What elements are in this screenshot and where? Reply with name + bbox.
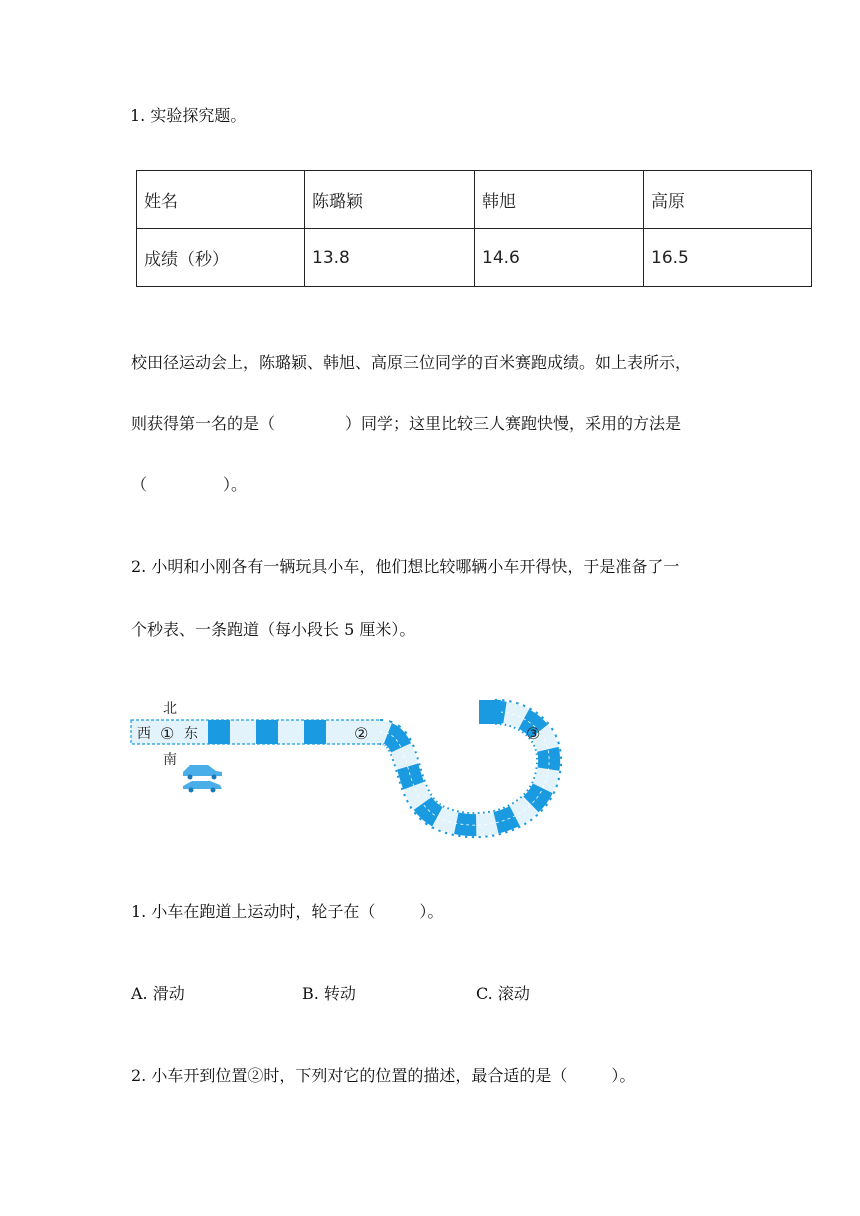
table-cell: 韩旭 <box>475 171 644 229</box>
curved-track <box>380 700 549 825</box>
question-1-paragraph-line-1: 校田径运动会上，陈璐颖、韩旭、高原三位同学的百米赛跑成绩。如上表所示， <box>131 353 692 372</box>
south-label: 南 <box>163 752 177 768</box>
table-cell: 13.8 <box>305 229 475 287</box>
table-cell: 16.5 <box>644 229 812 287</box>
option-b[interactable]: B. 转动 <box>302 984 356 1003</box>
text-segment: 则获得第一名的是（ <box>131 414 276 433</box>
position-2-marker: ② <box>354 724 369 743</box>
text-segment: ）。 <box>419 902 444 921</box>
east-label: 东 <box>184 726 198 742</box>
position-3-marker: ③ <box>526 724 541 743</box>
table-cell: 姓名 <box>137 171 305 229</box>
table-cell: 成绩（秒） <box>137 229 305 287</box>
west-label: 西 <box>137 726 151 742</box>
text-segment: ）。 <box>611 1066 636 1085</box>
text-segment: ）。 <box>223 475 248 494</box>
sub-question-2-stem <box>131 1066 635 1086</box>
toy-car-icon <box>183 781 222 793</box>
table-cell: 陈璐颖 <box>305 171 475 229</box>
question-1-heading: 1. 实验探究题。 <box>130 106 247 125</box>
table-cell: 14.6 <box>475 229 644 287</box>
text-segment: 1. 小车在跑道上运动时，轮子在（ <box>131 902 376 921</box>
position-1-marker: ① <box>160 724 175 743</box>
toy-car-icon <box>183 765 222 780</box>
question-2-line-1: 2. 小明和小刚各有一辆玩具小车，他们想比较哪辆小车开得快，于是准备了一 <box>131 557 680 576</box>
question-2-line-2: 个秒表、一条跑道（每小段长 5 厘米）。 <box>131 620 416 639</box>
text-segment: （ <box>131 475 148 494</box>
text-segment: 2. 小车开到位置②时，下列对它的位置的描述，最合适的是（ <box>131 1066 568 1085</box>
north-label: 北 <box>163 701 177 717</box>
option-c[interactable]: C. 滚动 <box>476 984 530 1003</box>
sub-question-1-stem <box>131 902 443 922</box>
text-segment: ）同学；这里比较三人赛跑快慢，采用的方法是 <box>345 414 682 433</box>
option-a[interactable]: A. 滑动 <box>131 984 185 1003</box>
table-cell: 高原 <box>644 171 812 229</box>
